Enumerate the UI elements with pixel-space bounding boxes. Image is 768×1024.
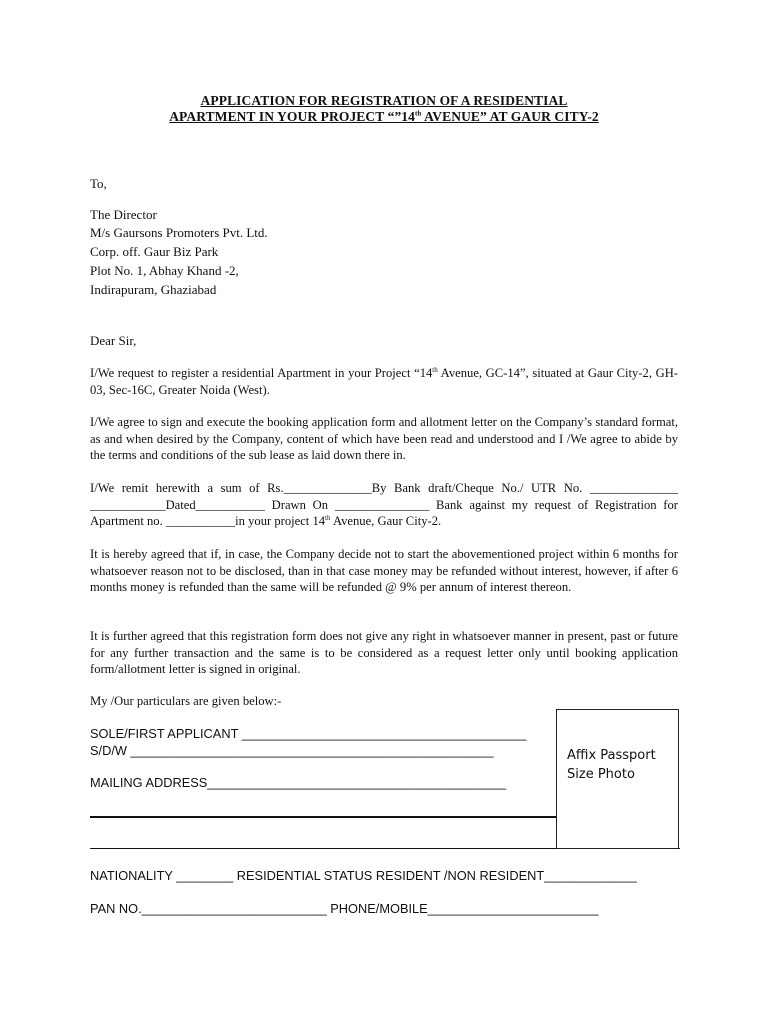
remittance-paragraph: [90, 480, 678, 530]
photo-box-line-2: Size Photo: [567, 767, 635, 782]
title-line-2-text: APARTMENT IN YOUR PROJECT “”14: [169, 109, 415, 124]
recipient-line: M/s Gaursons Promoters Pvt. Ltd.: [90, 225, 268, 240]
remittance-paragraph-text: I/We remit herewith a sum of Rs.______________By Bank draft/Cheque No./ UTR No. ______________ ____________Dated___________ Drawn On _______________ Bank against my request of Registration for Apartment no. ___________in your project 14: [90, 481, 678, 529]
recipient-line: Corp. off. Gaur Biz Park: [90, 244, 219, 259]
form-title-line-2: [0, 109, 768, 125]
rights-paragraph: It is further agreed that this registration form does not give any right in whatsoever manner in present, past or future for any further transaction and the same is to be considered as a request letter only until booking application form/allotment letter is signed in original.: [90, 629, 678, 677]
greeting: Dear Sir,: [90, 333, 137, 348]
agreement-paragraph: I/We agree to sign and execute the booking application form and allotment letter on the Company’s standard format, as and when desired by the Company, content of which have been read and understood and I /We agree to abide by the terms and conditions of the sub lease as laid down there in.: [90, 415, 678, 463]
address-line-1[interactable]: [90, 816, 556, 818]
salutation-to: To,: [90, 176, 107, 191]
passport-photo-box: [556, 709, 679, 849]
particulars-intro: My /Our particulars are given below:-: [90, 694, 282, 708]
request-paragraph-text-end: Avenue, GC-14”, situated at Gaur City-2, GH-03, Sec-16C, Greater Noida (West).: [90, 366, 678, 397]
request-paragraph: [90, 365, 678, 398]
photo-box-label: [567, 746, 677, 784]
pan-phone-field[interactable]: PAN NO.__________________________ PHONE/MOBILE________________________: [90, 901, 599, 916]
title-line-2-text-end: AVENUE” AT GAUR CITY-2: [421, 109, 599, 124]
nationality-residential-status-field[interactable]: NATIONALITY ________ RESIDENTIAL STATUS RESIDENT /NON RESIDENT_____________: [90, 868, 637, 883]
remittance-superscript: th: [325, 514, 331, 522]
refund-paragraph: It is hereby agreed that if, in case, the Company decide not to start the abovementioned project within 6 months for whatsoever reason not to be disclosed, than in that case money may be refunded without interest, however, if after 6 months money is refunded than the same will be refunded @ 9% per annum of interest thereon.: [90, 547, 678, 595]
request-paragraph-text: I/We request to register a residential Apartment in your Project “14: [90, 366, 433, 380]
form-title-line-1: APPLICATION FOR REGISTRATION OF A RESIDENTIAL: [200, 93, 568, 108]
title-superscript: th: [415, 109, 422, 118]
recipient-line: Plot No. 1, Abhay Khand -2,: [90, 263, 239, 278]
sdw-field[interactable]: S/D/W ___________________________________________________: [90, 743, 494, 758]
mailing-address-field[interactable]: MAILING ADDRESS__________________________________________: [90, 775, 507, 790]
recipient-line: Indirapuram, Ghaziabad: [90, 282, 217, 297]
remittance-paragraph-text-end: Avenue, Gaur City-2.: [330, 514, 442, 529]
sole-first-applicant-field[interactable]: SOLE/FIRST APPLICANT ________________________________________: [90, 726, 527, 741]
photo-box-line-1: Affix Passport: [567, 748, 656, 763]
request-superscript: th: [432, 365, 438, 374]
recipient-line: The Director: [90, 207, 157, 222]
